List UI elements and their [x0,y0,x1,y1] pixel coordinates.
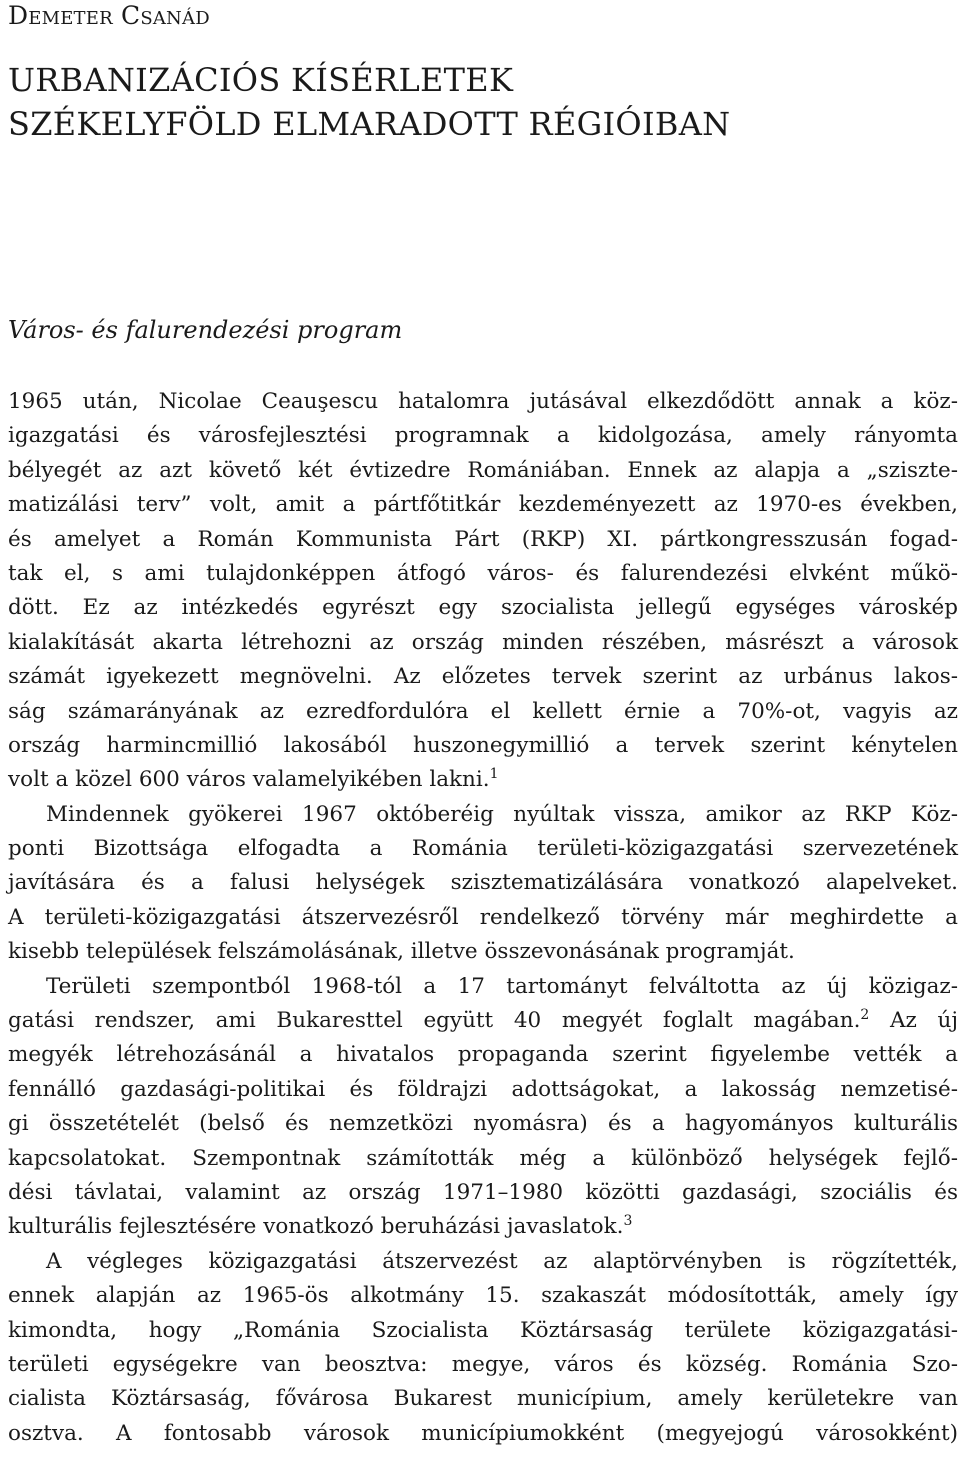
body-line-text: volt a közel 600 város valamelyikében lakni. [8,767,490,793]
body-line: ennek alapján az 1965-ös alkotmány 15. szakaszát módosították, amely így [8,1283,958,1309]
body-line: számát igyekezett megnövelni. Az előzetes tervek szerint az urbánus lakos- [8,664,958,690]
body-line-text: Az új [869,1008,958,1034]
body-line: gi összetételét (belső és nemzetközi nyomásra) és a hagyományos kulturális [8,1111,958,1137]
body-line: A területi-közigazgatási átszervezésről rendelkező törvény már meghirdette a [8,904,958,930]
body-line: kapcsolatokat. Szempontnak számították még a különböző helységek fejlő- [8,1145,958,1171]
body-line: ország harmincmillió lakosából huszonegymillió a tervek szerint kénytelen [8,732,958,758]
body-line-text: gatási rendszer, ami Bukaresttel együtt 40 megyét foglalt magában. [8,1008,861,1034]
body-line: fennálló gazdasági-politikai és földrajzi adottságokat, a lakosság nemzetisé- [8,1076,958,1102]
author-name: Demeter Csanád [8,1,210,30]
body-line: matizálási terv” volt, amit a pártfőtitkár kezdeményezett az 1970-es években, [8,492,958,518]
body-line [8,763,958,797]
article-title-line-1: URBANIZÁCIÓS KÍSÉRLETEK [8,61,514,99]
body-line: dött. Ez az intézkedés egyrészt egy szocialista jellegű egységes városkép [8,595,958,621]
body-line: dési távlatai, valamint az ország 1971–1980 közötti gazdasági, szociális és [8,1179,958,1205]
footnote-marker[interactable]: 2 [860,1006,870,1023]
body-line: területi egységekre van beosztva: megye, város és község. Románia Szo- [8,1351,958,1377]
body-line: Területi szempontból 1968-tól a 17 tartományt felváltotta az új közigaz- [46,973,958,999]
body-line: bélyegét az azt követő két évtizedre Romániában. Ennek az alapja a „szisztе- [8,457,958,483]
body-line: cialista Köztársaság, fővárosa Bukarest municípium, amely kerületekre van [8,1386,958,1412]
body-line: kimondta, hogy „Románia Szocialista Köztársaság területe közigazgatási- [8,1317,958,1343]
section-heading: Város- és falurendezési program [8,316,403,344]
body-line: javítására és a falusi helységek szisztematizálására vonatkozó alapelveket. [8,870,958,896]
body-line: A végleges közigazgatási átszervezést az alaptörvényben is rögzítették, [46,1248,958,1274]
footnote-marker[interactable]: 1 [489,766,499,783]
footnote-marker[interactable]: 3 [623,1213,633,1230]
body-line [8,1004,958,1038]
body-line: ság számarányának az ezredfordulóra el kellett érnie a 70%-ot, vagyis az [8,698,958,724]
body-line: megyék létrehozásánál a hivatalos propaganda szerint figyelembe vették a [8,1042,958,1068]
body-line: és amelyet a Román Kommunista Párt (RKP) XI. pártkongresszusán fogad- [8,526,958,552]
body-line: kialakítását akarta létrehozni az ország minden részében, másrészt a városok [8,629,958,655]
body-line: kisebb települések felszámolásának, illetve összevonásának programját. [8,939,795,965]
body-line: Mindennek gyökerei 1967 októberéig nyúltak vissza, amikor az RKP Köz- [46,801,958,827]
body-line: 1965 után, Nicolae Ceauşescu hatalomra jutásával elkezdődött annak a köz- [8,389,958,414]
body-line: osztva. A fontosabb városok municípiumokként (megyejogú városokként) [8,1420,958,1446]
body-line: igazgatási és városfejlesztési programnak a kidolgozása, amely rányomta [8,423,958,449]
body-line: tak el, s ami tulajdonképpen átfogó város- és falurendezési elvként műkö- [8,560,958,586]
body-text [8,385,958,1451]
article-title [8,58,730,146]
body-line: ponti Bizottsága elfogadta a Románia területi-közigazgatási szervezetének [8,836,958,862]
article-title-line-2: SZÉKELYFÖLD ELMARADOTT RÉGIÓIBAN [8,105,731,143]
body-line [8,1210,958,1244]
body-line-text: kulturális fejlesztésére vonatkozó beruházási javaslatok. [8,1214,624,1240]
